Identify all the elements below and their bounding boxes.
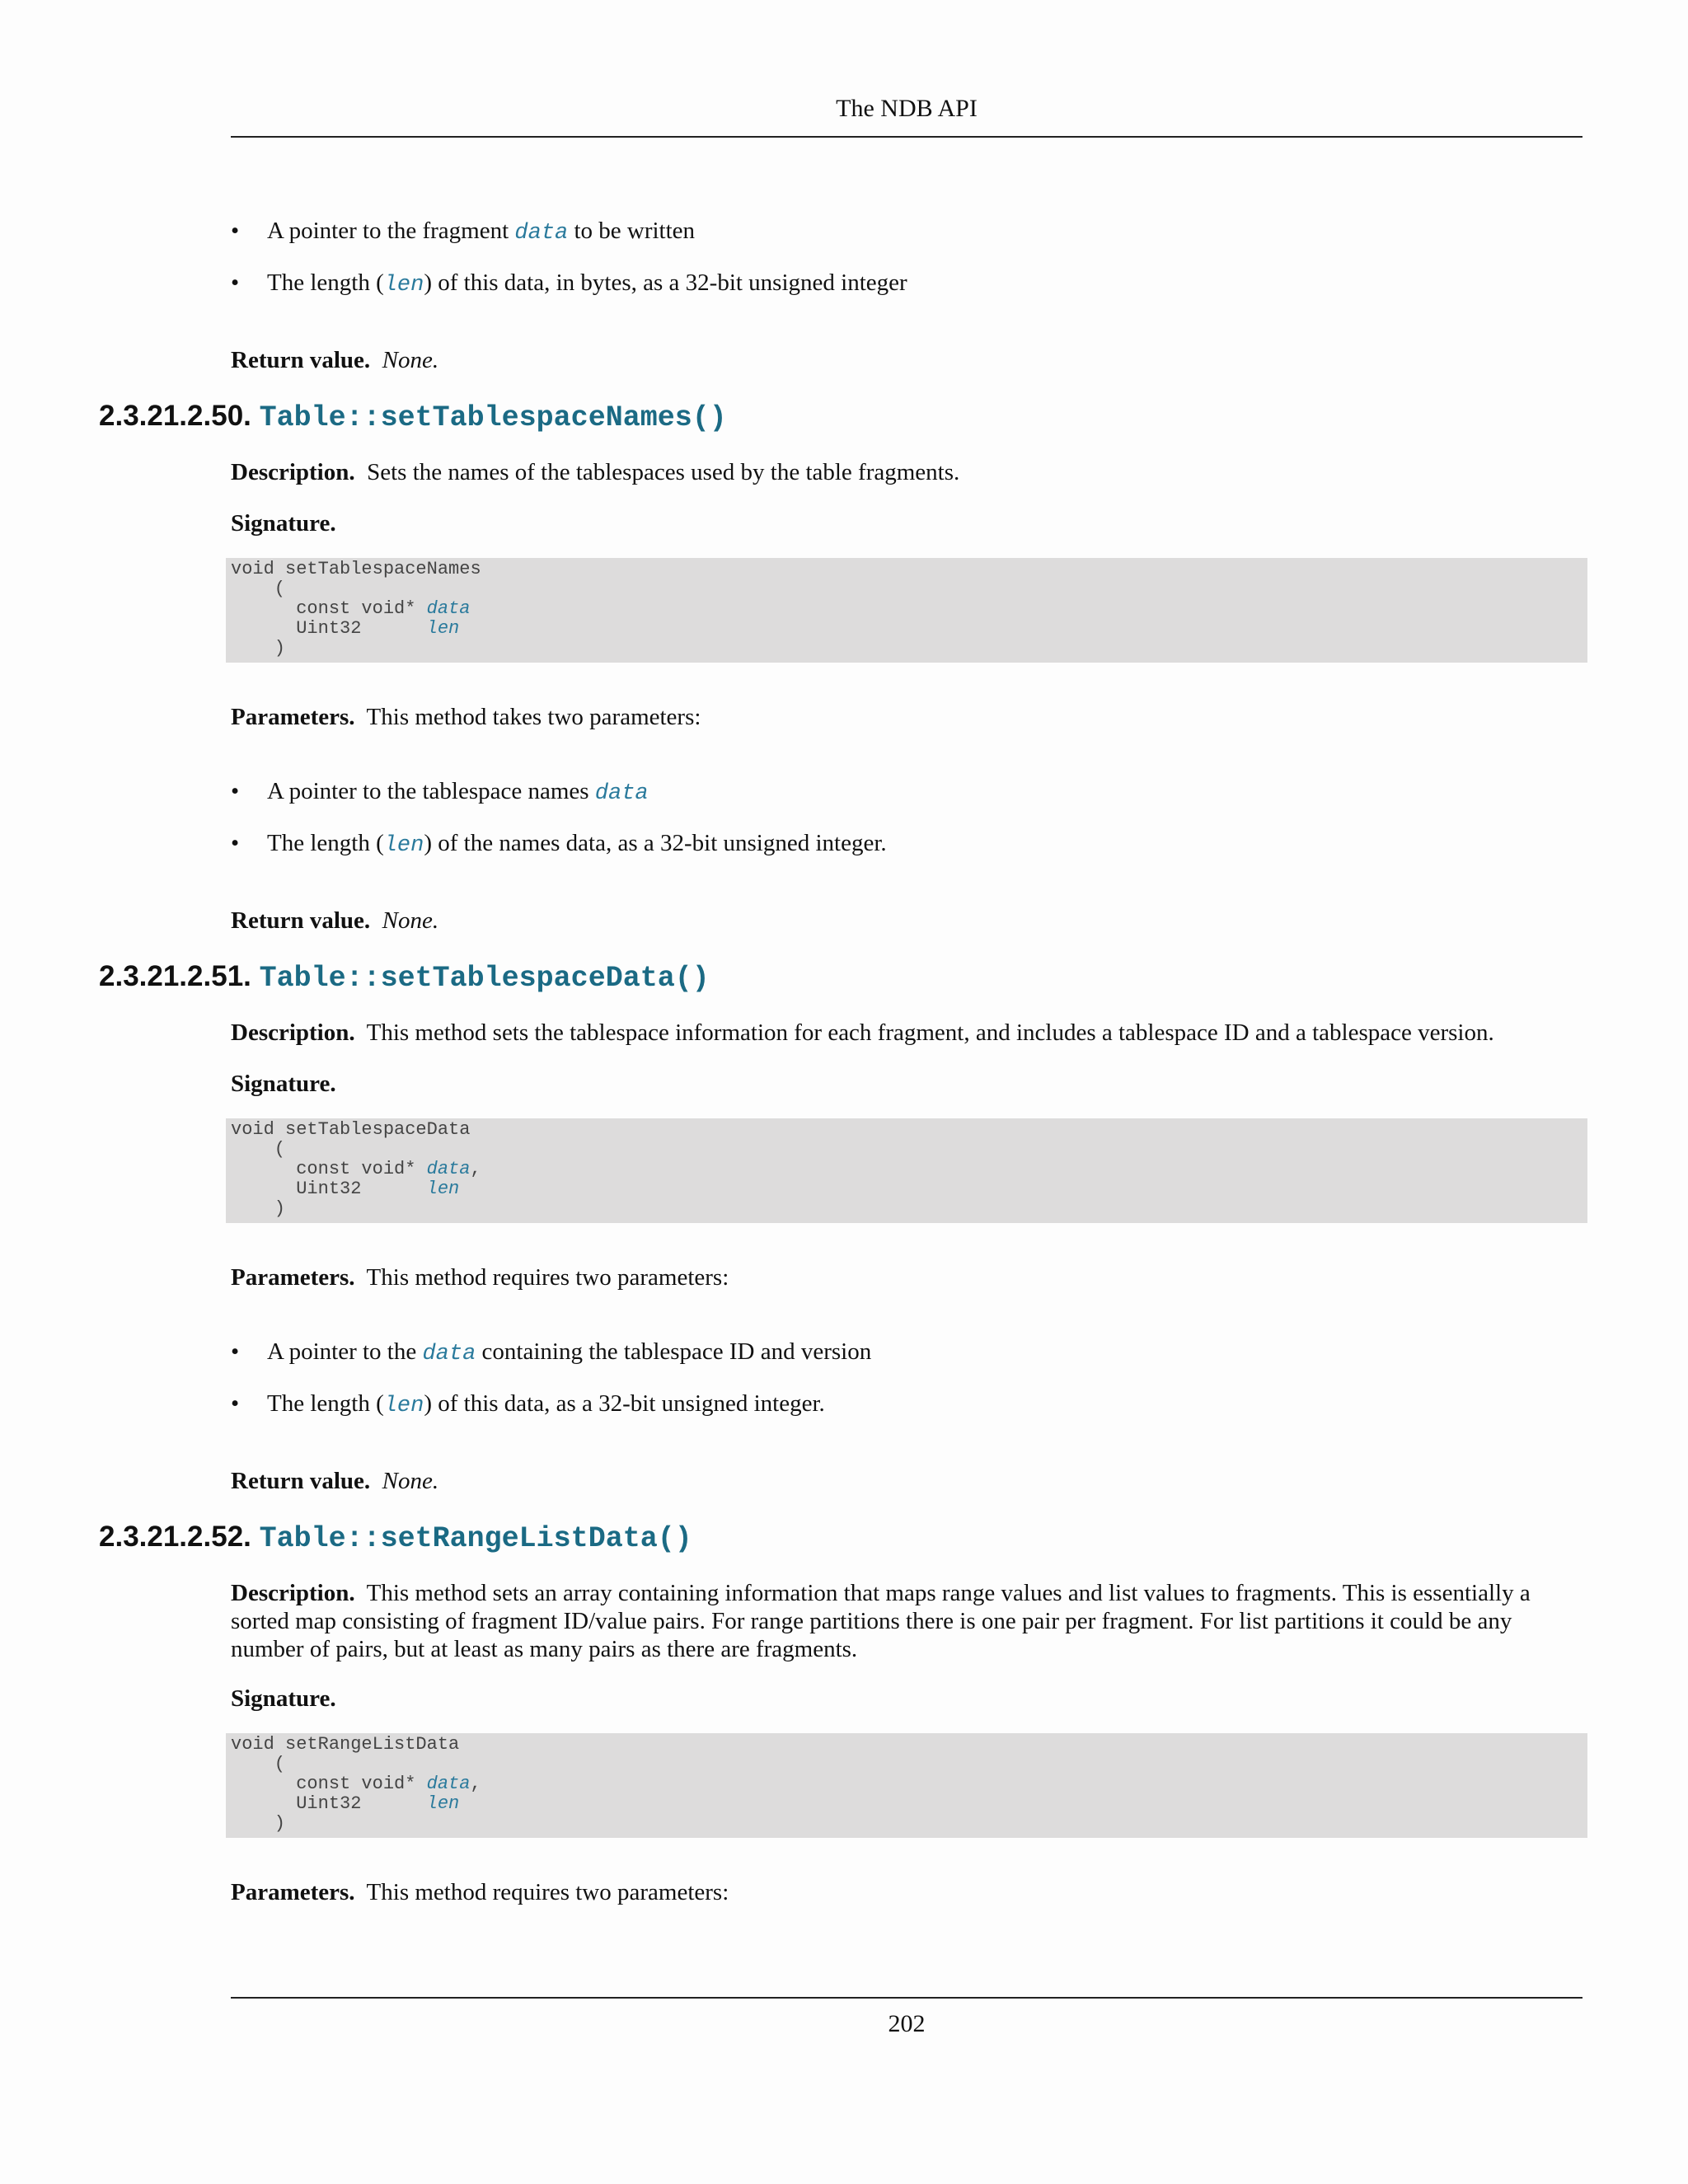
bullet-icon: • [231,1390,240,1417]
bullet-icon: • [231,778,240,804]
running-header: The NDB API [836,95,978,122]
code-block: void setTablespaceNames ( const void* data Uint32 len ) [226,558,1587,663]
bullet-icon: • [231,269,240,296]
return-value: Return value. None. [231,907,439,934]
description: Description. This method sets an array containing information that maps range values and list values to fragments. This is essentially a sorted map consisting of fragment ID/value pairs. For range partitions there is one pair per fragment. For list partitions it could be any number of pairs, but at least as many pairs as there are fragments. [231,1580,1531,1662]
description: Description. This method sets the tablespace information for each fragment, and includes a tablespace ID and a tablespace version. [231,1019,1494,1046]
signature-label: Signature. [231,510,336,537]
section-heading: 2.3.21.2.51. Table::setTablespaceData() [99,960,710,995]
function-name: Table::setTablespaceData() [259,962,710,995]
bullet-icon: • [231,218,240,244]
param-data: data [514,221,569,246]
return-value: Return value. None. [231,347,439,373]
param-len: len [383,273,424,298]
section-heading: 2.3.21.2.52. Table::setRangeListData() [99,1521,692,1555]
section-heading: 2.3.21.2.50. Table::setTablespaceNames() [99,400,727,434]
page-number: 202 [888,2010,926,2037]
signature-label: Signature. [231,1685,336,1712]
bullet-icon: • [231,1338,240,1365]
code-block: void setRangeListData ( const void* data, Uint32 len ) [226,1733,1587,1838]
parameters: Parameters. This method requires two parameters: [231,1264,729,1291]
function-name: Table::setRangeListData() [259,1522,692,1555]
return-value: Return value. None. [231,1468,439,1494]
signature-label: Signature. [231,1071,336,1097]
description: Description. Sets the names of the tablespaces used by the table fragments. [231,459,960,485]
header-rule [231,136,1582,138]
bullet-icon: • [231,830,240,856]
function-name: Table::setTablespaceNames() [259,401,727,434]
footer-rule [231,1997,1582,1999]
parameters: Parameters. This method takes two parameters: [231,704,701,730]
parameters: Parameters. This method requires two parameters: [231,1879,729,1905]
code-block: void setTablespaceData ( const void* data, Uint32 len ) [226,1118,1587,1223]
